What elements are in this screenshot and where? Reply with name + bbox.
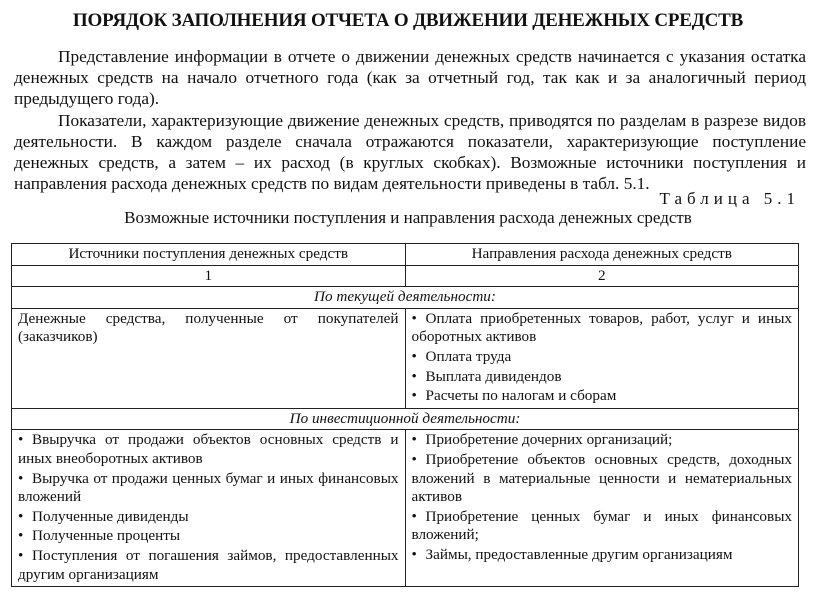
header-sources: Источники поступления денежных средств	[12, 244, 406, 266]
list-item: • Выручка от продажи ценных бумаг и иных финансовых вложений	[18, 469, 399, 506]
list-item: • Приобретение дочерних организаций;	[411, 431, 673, 449]
column-number-1: 1	[12, 265, 406, 287]
list-item: • Ввыручка от продажи объектов основных средств и иных внеоборотных активов	[18, 431, 399, 467]
section-row-investment	[12, 408, 799, 430]
current-sources-cell	[12, 308, 406, 408]
table-caption: Возможные источники поступления и направления расхода денежных средств	[124, 208, 692, 227]
list-item: • Оплата труда	[411, 347, 512, 365]
header-expenses: Направления расхода денежных средств	[405, 244, 799, 266]
list-item: • Займы, предоставленные другим организациям	[411, 545, 733, 563]
paragraph-2: Показатели, характеризующие движение денежных средств, приводятся по разделам в разрезе видов деятельности. В каждом разделе сначала отражаются показатели, характеризующие поступление денежных средств, а затем – их расход (в круглых скобках). Возможные источники поступления и направления расхода денежных средств по видам деятельности приведены в табл. 5.1.	[14, 111, 806, 193]
investment-sources-list	[18, 431, 399, 584]
section-content-investment	[12, 430, 799, 587]
list-item: • Приобретение объектов основных средств, доходных вложений в материальные ценности и нематериальных активов	[411, 450, 792, 506]
list-item: • Полученные проценты	[18, 527, 181, 545]
list-item: • Оплата приобретенных товаров, работ, услуг и иных оборотных активов	[411, 309, 792, 346]
current-expenses-cell	[405, 308, 799, 408]
list-item: • Полученные дивиденды	[18, 507, 189, 525]
section-row-current	[12, 287, 799, 309]
list-item: • Приобретение ценных бумаг и иных финансовых вложений;	[411, 507, 792, 544]
current-expenses-list	[412, 310, 793, 406]
investment-sources-cell	[12, 430, 406, 587]
investment-expenses-cell	[405, 430, 799, 587]
section-content-current	[12, 308, 799, 408]
list-item: • Поступления от погашения займов, предоставленных другим организациям	[18, 546, 399, 583]
paragraph-1: Представление информации в отчете о движении денежных средств начинается с указания остатка денежных средств на начало отчетного года (как за отчетный год, так как и за аналогичный период предыдущего года).	[14, 47, 806, 108]
list-item: • Расчеты по налогам и сборам	[411, 387, 617, 405]
column-number-2: 2	[405, 265, 799, 287]
section-title-investment: По инвестиционной деятельности:	[12, 408, 799, 430]
table-header-row	[12, 244, 799, 266]
current-source-text: Денежные средства, полученные от покупателей (заказчиков)	[18, 309, 399, 346]
section-title-current: По текущей деятельности:	[12, 287, 799, 309]
document-title: ПОРЯДОК ЗАПОЛНЕНИЯ ОТЧЕТА О ДВИЖЕНИИ ДЕНЕЖНЫХ СРЕДСТВ	[72, 10, 744, 31]
cash-flow-sources-table	[11, 243, 799, 587]
investment-expenses-list	[412, 431, 793, 564]
table-number-label: Таблица 5.1	[659, 189, 800, 208]
list-item: • Выплата дивидендов	[411, 367, 562, 385]
table-number-row	[12, 265, 799, 287]
